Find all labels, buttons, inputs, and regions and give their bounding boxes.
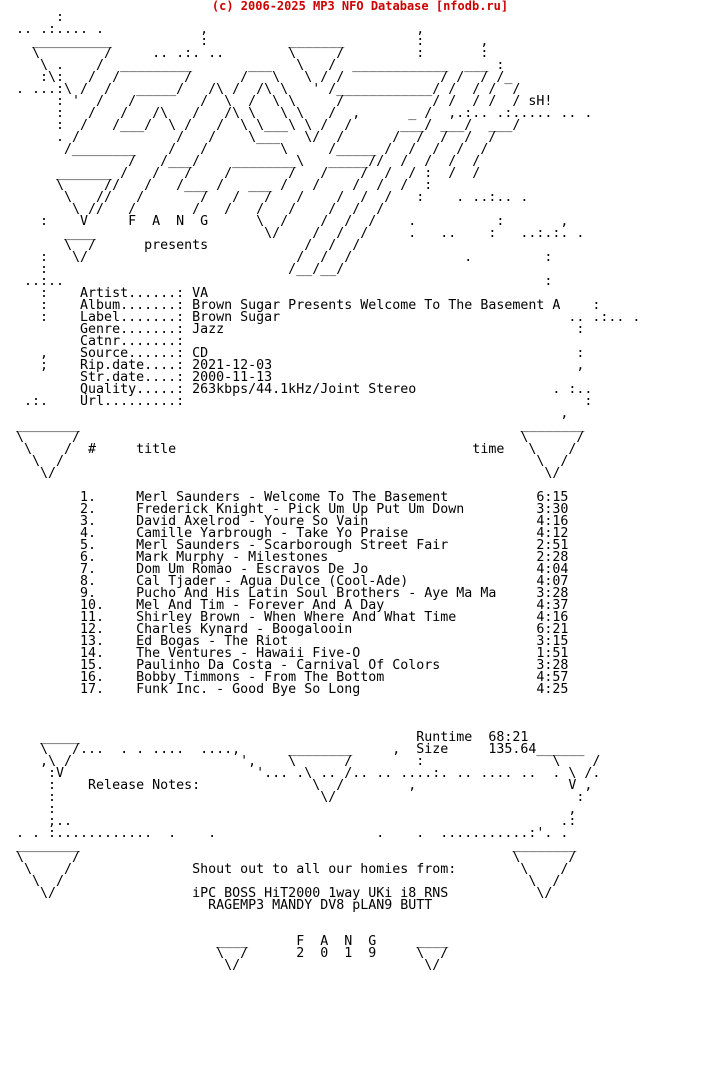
nfo-line: ________ ________: [16, 418, 585, 433]
nfo-line: .. .:.... . , ,: [16, 22, 425, 37]
nfo-line: \/ \/: [16, 466, 561, 481]
nfo-line: ; Rip.date....: 2021-12-03 ,: [16, 358, 585, 373]
nfo-line: __________ : _______ : ,: [16, 34, 489, 49]
nfo-line: : Release Notes: \ / , V ,: [16, 778, 593, 793]
nfo-line: _______ / / / / / / / / / : / /: [16, 166, 481, 181]
nfo-line: [16, 912, 640, 924]
nfo-line: \ / .. .:. .. \ / : :: [16, 46, 489, 61]
nfo-line: \ / # title time \ /: [16, 442, 577, 457]
nfo-line: 13. Ed Bogas - The Riot 3:15: [16, 634, 569, 649]
nfo-line: ____ \/ / / / . .. : ..:.:. .: [16, 226, 585, 241]
nfo-line: / /___/ ________\ _____// / / / /: [16, 154, 481, 169]
nfo-line: \ . / _________ ___ \ / ____________ ___ :: [16, 58, 505, 73]
nfo-line: 8. Cal Tjader - Agua Dulce (Cool-Ade) 4:07: [16, 574, 569, 589]
nfo-line: : ' / / / \ / \ \ / / / / / / sH!: [16, 94, 553, 109]
nfo-line: 3. David Axelrod - Youre So Vain 4:16: [16, 514, 569, 529]
nfo-line: . / / / \___ \/ / / / / / /: [16, 130, 497, 145]
nfo-line: . . :............ . . . . ...........:'. .: [16, 826, 569, 841]
nfo-line: [16, 708, 640, 720]
nfo-line: : \/ / / / . :: [16, 250, 553, 265]
nfo-line: \ // / /___ / ___ / / / / / :: [16, 178, 433, 193]
nfo-line: /________ / / \ /_____ / / / / /: [16, 142, 489, 157]
nfo-line: 14. The Ventures - Hawaii Five-O 1:51: [16, 646, 569, 661]
nfo-line: \/ \/: [16, 958, 441, 973]
nfo-line: ,\ / ', \ / : \ /: [16, 754, 601, 769]
nfo-line: 16. Bobby Timmons - From The Bottom 4:57: [16, 670, 569, 685]
nfo-line: ,: [16, 406, 569, 421]
nfo-line: 6. Mark Murphy - Milestones 2:28: [16, 550, 569, 565]
nfo-line: : / / /\ / /\ \ \ \ / , _ / ,.:.. .:..... .. .: [16, 106, 593, 121]
nfo-line: \ / Shout out to all our homies from: \ /: [16, 862, 569, 877]
nfo-line: \ // / / / / / / / / : . ..:.. .: [16, 190, 529, 205]
nfo-line: :\: / / / / \ \ / / / / / /_: [16, 70, 513, 85]
nfo-line: :V '... .\ .. /.. .. ....:. .. .... .. . \ /.: [16, 766, 601, 781]
nfo-line: 15. Paulinho Da Costa - Carnival Of Colors 3:28: [16, 658, 569, 673]
site-header: (c) 2006-2025 MP3 NFO Database [nfodb.ru]: [211, 0, 509, 13]
nfo-line: : / /___/ \ / / \ \___\ \ / / ___/ ___/ ___/: [16, 118, 521, 133]
nfo-line: ;.. .:: [16, 814, 577, 829]
nfo-line: \/ iPC BOSS HiT2000 1way UKi i8 RNS \/: [16, 886, 553, 901]
nfo-line: Quality.....: 263kbps/44.1kHz/Joint Stereo . :..: [16, 382, 593, 397]
nfo-line: \ / presents / / /: [16, 238, 361, 253]
nfo-line: \ / 2 0 1 9 \ /: [16, 946, 449, 961]
nfo-line: : V F A N G \ / / / / . : ,: [16, 214, 569, 229]
nfo-line: 10. Mel And Tim - Forever And A Day 4:37: [16, 598, 569, 613]
nfo-line: ________ ________: [16, 838, 577, 853]
nfo-line: Genre.......: Jazz :: [16, 322, 585, 337]
nfo-line: Str.date....: 2000-11-13: [16, 370, 273, 385]
nfo-line: \ /... . . .... ...., ________ , Size 135.64______: [16, 742, 585, 757]
nfo-line: \ / \ /: [16, 454, 569, 469]
nfo-line: 4. Camille Yarbrough - Take Yo Praise 4:12: [16, 526, 569, 541]
nfo-line: 12. Charles Kynard - Boogalooin 6:21: [16, 622, 569, 637]
nfo-line: Catnr.......:: [16, 334, 185, 349]
nfo-line: [16, 696, 640, 708]
nfo-line: ..:.. :: [16, 274, 553, 289]
nfo-line: . ...:\ / / _____/ /\ / /\ \ ' /____________/ / / / /: [16, 82, 521, 97]
nfo-line: RAGEMP3 MANDY DV8 pLAN9 BUTT: [16, 898, 433, 913]
nfo-line: 7. Dom Um Romao - Escravos De Jo 4:04: [16, 562, 569, 577]
nfo-line: ____ F A N G ____: [16, 934, 449, 949]
nfo-line: 1. Merl Saunders - Welcome To The Basement 6:15: [16, 490, 569, 505]
nfo-line: 11. Shirley Brown - When Where And What Time 4:16: [16, 610, 569, 625]
nfo-line: 5. Merl Saunders - Scarborough Street Fair 2:51: [16, 538, 569, 553]
nfo-line: :: [16, 10, 65, 25]
nfo-line: : Label.......: Brown Sugar .. .:.. .: [16, 310, 641, 325]
nfo-line: 17. Funk Inc. - Good Bye So Long 4:25: [16, 682, 569, 697]
nfo-line: .:. Url.........: :: [16, 394, 593, 409]
nfo-line: 9. Pucho And His Latin Soul Brothers - Aye Ma Ma 3:28: [16, 586, 569, 601]
nfo-line: \ / \ /: [16, 850, 577, 865]
nfo-line: \ / \ /: [16, 430, 585, 445]
nfo-line: : /__/__/: [16, 262, 345, 277]
nfo-line: : ,: [16, 802, 577, 817]
nfo-line: : \/ :: [16, 790, 585, 805]
nfo-line: \ // / / / / / / / /: [16, 202, 385, 217]
nfo-line: , Source......: CD :: [16, 346, 585, 361]
nfo-line: : Artist......: VA: [16, 286, 209, 301]
nfo-line: \ / \ /: [16, 874, 561, 889]
nfo-line: _____ Runtime 68:21: [16, 730, 529, 745]
nfo-line: : Album.......: Brown Sugar Presents Welcome To The Basement A :: [16, 298, 601, 313]
nfo-line: 2. Frederick Knight - Pick Um Up Put Um Down 3:30: [16, 502, 569, 517]
nfo-ascii-text: [16, 12, 640, 972]
